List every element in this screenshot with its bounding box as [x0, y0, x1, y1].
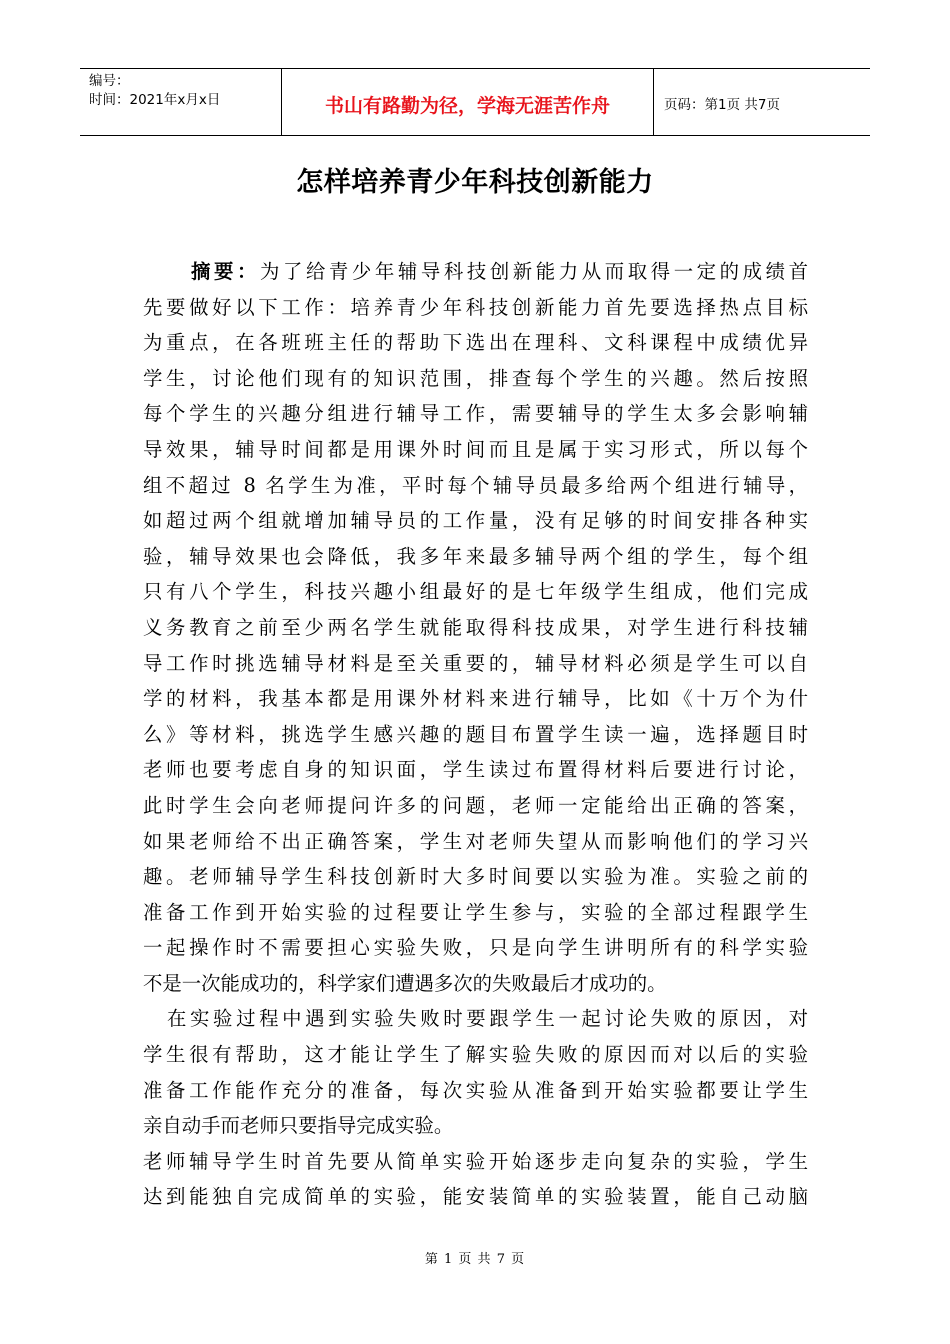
- paragraph-line: [143, 361, 808, 397]
- line-text: 如果老师给不出正确答案，学生对老师失望从而影响他们的学习兴: [143, 829, 808, 853]
- paragraph-line: [143, 646, 808, 682]
- line-text: 导效果，辅导时间都是用课外时间而且是属于实习形式，所以每个: [143, 437, 808, 461]
- line-text: 老师辅导学生时首先要从简单实验开始逐步走向复杂的实验，学生: [143, 1149, 808, 1173]
- paragraph-line: [143, 574, 808, 610]
- paragraph-line: [143, 1001, 808, 1037]
- line-text: 在实验过程中遇到实验失败时要跟学生一起讨论失败的原因，对: [167, 1007, 808, 1031]
- paragraph-line: [143, 396, 808, 432]
- document-body: [143, 254, 808, 1215]
- line-text: 先要做好以下工作：培养青少年科技创新能力首先要选择热点目标: [143, 295, 808, 319]
- header-page-code: 页码：第1页 共7页: [664, 96, 780, 113]
- paragraph-abstract: [143, 254, 808, 1001]
- document-title: 怎样培养青少年科技创新能力: [296, 167, 654, 198]
- paragraph-line: [143, 752, 808, 788]
- line-text: 亲自动手而老师只要指导完成实验。: [143, 1114, 454, 1138]
- line-text: 不是一次能成功的，科学家们遭遇多次的失败最后才成功的。: [143, 971, 667, 995]
- paragraph-line: [143, 1144, 808, 1180]
- paragraph-line: [143, 966, 808, 1002]
- line-text: 准备工作到开始实验的过程要让学生参与，实验的全部过程跟学生: [143, 900, 808, 924]
- line-text: 每个学生的兴趣分组进行辅导工作，需要辅导的学生太多会影响辅: [143, 402, 808, 426]
- paragraph-line: [143, 290, 808, 326]
- paragraph-line: [143, 895, 808, 931]
- serial-number-label: 编号：: [89, 73, 130, 89]
- line-text: 只有八个学生，科技兴趣小组最好的是七年级学生组成，他们完成: [143, 580, 808, 604]
- paragraph-line: [143, 859, 808, 895]
- line-text: 导工作时挑选辅导材料是至关重要的，辅导材料必须是学生可以自: [143, 651, 808, 675]
- page-header-table: [80, 68, 870, 136]
- line-text: 学生很有帮助，这才能让学生了解实验失败的原因而对以后的实验: [143, 1043, 808, 1067]
- paragraph-line: [143, 325, 808, 361]
- line-text: 验，辅导效果也会降低，我多年来最多辅导两个组的学生，每个组: [143, 544, 808, 568]
- paragraph-line: [143, 1179, 808, 1215]
- paragraph-line: [143, 824, 808, 860]
- line-text: 义务教育之前至少两名学生就能取得科技成果，对学生进行科技辅: [143, 615, 808, 639]
- line-text: 趣。老师辅导学生科技创新时大多时间要以实验为准。实验之前的: [143, 865, 808, 889]
- line-text: 组不超过 8 名学生为准，平时每个辅导员最多给两个组进行辅导，: [143, 473, 808, 497]
- paragraph-line: [143, 1073, 808, 1109]
- paragraph-line: [143, 1037, 808, 1073]
- line-text: 如超过两个组就增加辅导员的工作量，没有足够的时间安排各种实: [143, 509, 808, 533]
- paragraph-line: [143, 468, 808, 504]
- line-text: 一起操作时不需要担心实验失败，只是向学生讲明所有的科学实验: [143, 936, 808, 960]
- line-text: 达到能独自完成简单的实验，能安装简单的实验装置，能自己动脑: [143, 1185, 808, 1209]
- line-text: 学生，讨论他们现有的知识范围，排查每个学生的兴趣。然后按照: [143, 366, 808, 390]
- page-footer: 第 1 页 共 7 页: [424, 1252, 526, 1267]
- line-text: 学的材料，我基本都是用课外材料来进行辅导，比如《十万个为什: [143, 687, 808, 711]
- paragraph-simple-experiments: [143, 1144, 808, 1215]
- line-text: 为重点，在各班班主任的帮助下选出在理科、文科课程中成绩优异: [143, 331, 808, 355]
- line-text: 准备工作能作充分的准备，每次实验从准备到开始实验都要让学生: [143, 1078, 808, 1102]
- paragraph-line: [143, 788, 808, 824]
- time-label: 时间：2021年x月x日: [89, 92, 221, 108]
- abstract-label: 摘要：: [191, 260, 260, 283]
- paragraph-line: [143, 539, 808, 575]
- paragraph-line: [143, 432, 808, 468]
- header-motto: 书山有路勤为径，学海无涯苦作舟: [282, 69, 654, 135]
- paragraph-line: [143, 254, 808, 290]
- paragraph-line: [143, 930, 808, 966]
- paragraph-line: [143, 1108, 808, 1144]
- paragraph-line: [143, 610, 808, 646]
- paragraph-experiment-failure: [143, 1001, 808, 1143]
- line-text: 此时学生会向老师提问许多的问题，老师一定能给出正确的答案，: [143, 793, 808, 817]
- paragraph-line: [143, 717, 808, 753]
- line-text: 为了给青少年辅导科技创新能力从而取得一定的成绩首: [259, 260, 809, 283]
- line-text: 么》等材料，挑选学生感兴趣的题目布置学生读一遍，选择题目时: [143, 722, 808, 746]
- paragraph-line: [143, 681, 808, 717]
- paragraph-line: [143, 503, 808, 539]
- header-meta-cell: [80, 69, 282, 135]
- line-text: 老师也要考虑自身的知识面，学生读过布置得材料后要进行讨论，: [143, 758, 808, 782]
